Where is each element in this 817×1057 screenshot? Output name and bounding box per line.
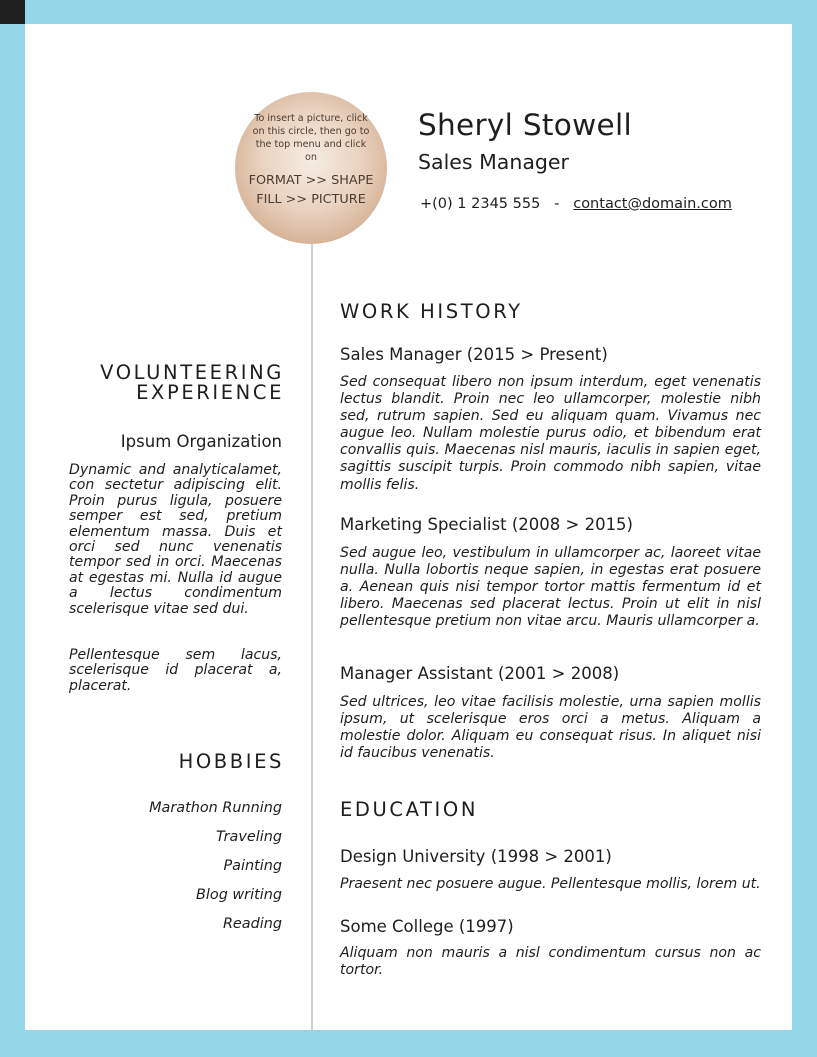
education-description: Praesent nec posuere augue. Pellentesque mollis, lorem ut. (340, 876, 761, 892)
volunteer-description-2: Pellentesque sem lacus, scelerisque id placerat a, placerat. (69, 647, 282, 694)
job-title: Manager Assistant (2001 > 2008) (340, 664, 620, 683)
volunteer-organization: Ipsum Organization (120, 432, 282, 451)
volunteering-heading (100, 363, 284, 403)
candidate-title: Sales Manager (418, 150, 569, 174)
email-link[interactable]: contact@domain.com (573, 196, 732, 212)
contact-line (420, 196, 732, 212)
hobby-item: Blog writing (196, 887, 282, 903)
volunteering-heading-line1: VOLUNTEERING (100, 361, 284, 384)
education-heading: EDUCATION (340, 798, 479, 821)
hobbies-heading: HOBBIES (178, 750, 284, 773)
contact-separator: - (554, 196, 560, 212)
photo-hint: To insert a picture, click on this circle, then go to the top menu and click on (252, 113, 370, 163)
job-title: Sales Manager (2015 > Present) (340, 345, 608, 364)
job-description: Sed consequat libero non ipsum interdum, eget venenatis lectus blandit. Proin nec leo ullamcorper, molestie nibh sed, rutrum sapien. Sed eu aliquam quam. Vivamus nec augue leo. Nullam molestie purus odio, et bibendum erat convallis quis. Maecenas nisl mauris, iaculis in sapien eget, sagittis suscipit turpis. Proin commodo nibh sapien, vitae mollis felis. (340, 374, 761, 493)
phone-number: +(0) 1 2345 555 (420, 196, 541, 212)
resume-page (25, 24, 792, 1030)
window-corner (0, 0, 25, 24)
job-description: Sed augue leo, vestibulum in ullamcorper ac, laoreet vitae nulla. Nulla lobortis neque sapien, in egestas erat posuere a. Aenean quis nisi tempor tortor mattis fermentum id et libero. Maecenas sed placerat lectus. Proin ut elit in nisl pellentesque pretium non vitae arcu. Mauris ullamcorper a. (340, 545, 761, 630)
candidate-name: Sheryl Stowell (418, 108, 632, 142)
education-title: Some College (1997) (340, 917, 514, 936)
hobby-item: Marathon Running (149, 800, 282, 816)
volunteering-heading-line2: EXPERIENCE (136, 381, 284, 404)
photo-placeholder[interactable] (235, 92, 387, 244)
education-title: Design University (1998 > 2001) (340, 847, 612, 866)
work-history-heading: WORK HISTORY (340, 300, 523, 323)
hobby-item: Painting (223, 858, 282, 874)
job-title: Marketing Specialist (2008 > 2015) (340, 515, 633, 534)
column-divider (311, 244, 313, 1030)
education-description: Aliquam non mauris a nisl condimentum cursus non ac tortor. (340, 945, 761, 979)
hobby-item: Reading (222, 916, 282, 932)
volunteer-description: Dynamic and analyticalamet, con sectetur adipiscing elit. Proin purus ligula, posuere semper est sed, pretium elementum massa. Duis et orci sed nunc venenatis tempor sed in orci. Maecenas at egestas mi. Nulla id augue a lectus condimentum scelerisque vitae sed dui. (69, 462, 282, 617)
photo-action: FORMAT >> SHAPE FILL >> PICTURE (248, 173, 374, 207)
hobby-item: Traveling (215, 829, 282, 845)
job-description: Sed ultrices, leo vitae facilisis molestie, urna sapien mollis ipsum, ut scelerisque eros orci a metus. Aliquam a molestie dolor. Aliquam eu consequat risus. In aliquet nisi id faucibus venenatis. (340, 694, 761, 762)
